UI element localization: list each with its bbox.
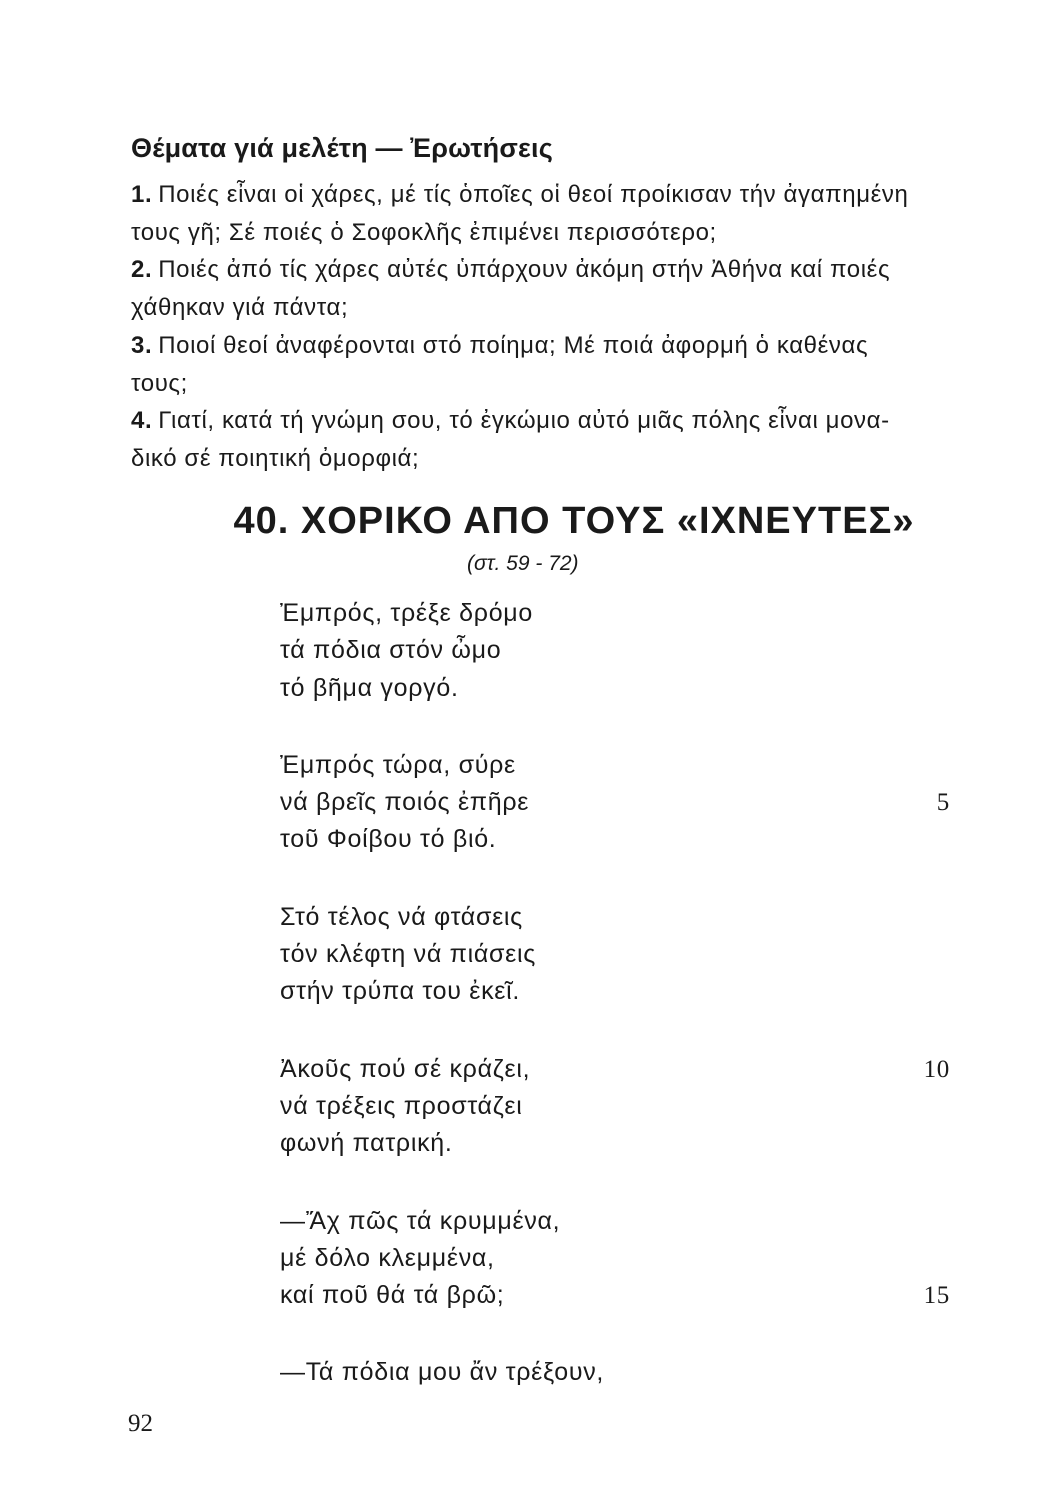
page-number: 92	[128, 1410, 153, 1437]
verse-line	[280, 1051, 960, 1088]
verse-text: Ἀκοῦς πού σέ κράζει,	[280, 1054, 531, 1083]
poem-title: 40. ΧΟΡΙΚΟ ΑΠΟ ΤΟΥΣ «ΙΧΝΕΥΤΕΣ»	[233, 500, 915, 542]
verse-line	[280, 595, 960, 632]
stanza	[280, 747, 960, 859]
question-number: 3.	[131, 331, 153, 359]
question-line	[131, 176, 951, 214]
question-line	[131, 402, 951, 440]
verse-text: τοῦ Φοίβου τό βιό.	[280, 825, 497, 854]
questions-list	[131, 176, 951, 478]
verse-line	[280, 1240, 960, 1277]
stanza	[280, 595, 960, 707]
verse-line	[280, 784, 960, 821]
stanza	[280, 899, 960, 1011]
verse-line	[280, 1125, 960, 1162]
question-number: 4.	[131, 407, 153, 435]
line-number: 5	[936, 789, 950, 817]
stanza	[280, 1051, 960, 1163]
verse-text: καί ποῦ θά τά βρῶ;	[280, 1281, 505, 1310]
poem-subtitle: (στ. 59 - 72)	[467, 552, 579, 575]
question-text: Ποιοί θεοί ἀναφέρονται στό ποίημα; Μέ ποιά ἀφορμή ὁ καθένας	[158, 331, 869, 359]
question-item	[131, 176, 951, 251]
verse-text: τά πόδια στόν ὦμο	[280, 636, 502, 665]
verse-line	[280, 747, 960, 784]
question-item	[131, 327, 951, 402]
question-line: δικό σέ ποιητική ὀμορφιά;	[131, 444, 420, 472]
poem-body	[280, 595, 960, 1432]
verse-text: μέ δόλο κλεμμένα,	[280, 1243, 495, 1272]
verse-text: νά βρεῖς ποιός ἐπῆρε	[280, 788, 530, 817]
section-heading: Θέματα γιά μελέτη — Ἐρωτήσεις	[131, 133, 553, 163]
verse-text: νά τρέξεις προστάζει	[280, 1091, 523, 1120]
verse-line	[280, 1203, 960, 1240]
verse-line	[280, 1088, 960, 1125]
verse-text: στήν τρύπα του ἐκεῖ.	[280, 977, 521, 1006]
verse-text: Ἐμπρός, τρέξε δρόμο	[280, 599, 534, 627]
line-number: 15	[923, 1282, 950, 1310]
verse-line	[280, 973, 960, 1010]
question-line	[131, 251, 951, 289]
verse-text: τό βῆμα γοργό.	[280, 673, 459, 702]
verse-text: τόν κλέφτη νά πιάσεις	[280, 940, 536, 969]
verse-text: —Τά πόδια μου ἄν τρέξουν,	[280, 1358, 605, 1387]
question-item	[131, 402, 951, 477]
verse-text: Στό τέλος νά φτάσεις	[280, 902, 523, 931]
question-text: Ποιές εἶναι οἱ χάρες, μέ τίς ὁποῖες οἱ θεοί προίκισαν τήν ἀγαπημένη	[158, 181, 909, 208]
stanza	[280, 1203, 960, 1315]
question-number: 2.	[131, 256, 153, 284]
verse-line	[280, 1354, 960, 1391]
question-line: τους;	[131, 369, 188, 397]
verse-line	[280, 936, 960, 973]
verse-text: —Ἄχ πῶς τά κρυμμένα,	[280, 1206, 561, 1235]
question-text: Γιατί, κατά τή γνώμη σου, τό ἐγκώμιο αὐτό μιᾶς πόλης εἶναι μονα-	[158, 407, 890, 435]
question-line: τους γῆ; Σέ ποιές ὁ Σοφοκλῆς ἐπιμένει περισσότερο;	[131, 218, 717, 246]
question-text: Ποιές ἀπό τίς χάρες αὐτές ὑπάρχουν ἀκόμη στήν Ἀθήνα καί ποιές	[158, 256, 891, 284]
question-line	[131, 327, 951, 365]
stanza	[280, 1354, 960, 1391]
question-number: 1.	[131, 181, 153, 208]
verse-line	[280, 632, 960, 669]
verse-text: Ἐμπρός τώρα, σύρε	[280, 750, 516, 779]
verse-line	[280, 670, 960, 707]
line-number: 10	[923, 1055, 950, 1083]
verse-line	[280, 1277, 960, 1314]
question-item	[131, 251, 951, 326]
verse-line	[280, 899, 960, 936]
question-line: χάθηκαν γιά πάντα;	[131, 294, 349, 322]
verse-line	[280, 821, 960, 858]
verse-text: φωνή πατρική.	[280, 1129, 453, 1158]
